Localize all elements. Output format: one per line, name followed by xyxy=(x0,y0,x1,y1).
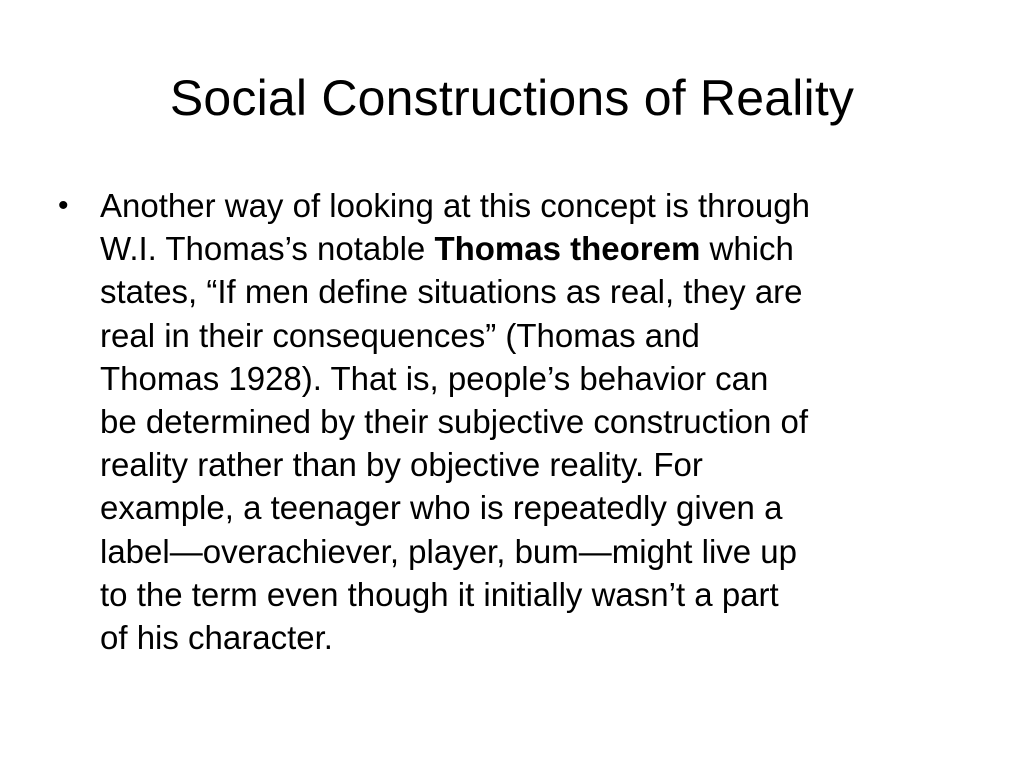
text-run: W.I. Thomas’s notable xyxy=(100,230,435,268)
text-line: Thomas 1928). That is, people’s behavior can xyxy=(100,359,769,397)
text-line: reality rather than by objective reality. For xyxy=(100,446,703,484)
text-line: Another way of looking at this concept is through xyxy=(100,187,810,224)
text-line: states, “If men define situations as real, they are xyxy=(100,273,803,311)
slide-title: Social Constructions of Reality xyxy=(169,70,855,126)
bullet-list xyxy=(58,184,988,659)
text-line: to the term even though it initially wasn’t a part xyxy=(100,575,779,613)
bullet-text xyxy=(100,184,988,659)
text-run: which xyxy=(700,230,794,268)
text-line: be determined by their subjective construction of xyxy=(100,403,809,441)
text-line: label—overachiever, player, bum—might live up xyxy=(100,532,798,570)
bullet-marker: • xyxy=(58,189,69,222)
text-line xyxy=(100,227,988,270)
text-line: example, a teenager who is repeatedly given a xyxy=(100,489,783,527)
text-line: of his character. xyxy=(100,619,333,657)
bullet-item xyxy=(58,184,988,659)
text-line: real in their consequences” (Thomas and xyxy=(100,316,700,354)
bold-term: Thomas theorem xyxy=(434,230,701,268)
